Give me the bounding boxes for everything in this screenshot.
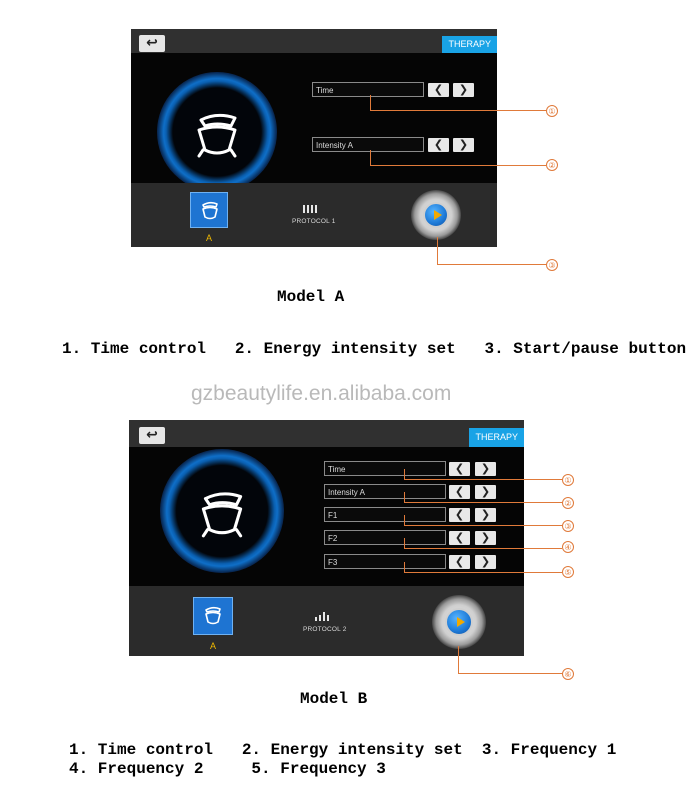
protocol-label[interactable]: PROTOCOL 1	[292, 218, 336, 225]
intensity-increase-button[interactable]: ❯	[475, 485, 496, 499]
callout-line	[370, 165, 546, 166]
time-decrease-button[interactable]: ❮	[449, 462, 470, 476]
callout-marker-1: ①	[546, 105, 558, 117]
start-pause-button[interactable]	[432, 595, 486, 649]
frequency-3-field[interactable]	[324, 554, 446, 569]
time-field-label: Time	[316, 86, 334, 95]
back-arrow-icon[interactable]: ↩	[139, 35, 165, 52]
intensity-field[interactable]	[312, 137, 424, 152]
model-b-legend-line-1: 1. Time control 2. Energy intensity set 3. Frequency 1	[69, 741, 617, 759]
protocol-bar	[315, 617, 317, 621]
frequency-2-increase-button[interactable]: ❯	[475, 531, 496, 545]
time-field[interactable]	[324, 461, 446, 476]
model-b-screen	[129, 420, 524, 656]
intensity-decrease-button[interactable]: ❮	[449, 485, 470, 499]
model-a-topbar	[131, 29, 497, 53]
protocol-bar	[327, 615, 329, 621]
model-b-topbar	[129, 420, 524, 447]
frequency-1-field[interactable]	[324, 507, 446, 522]
model-a-legend: 1. Time control 2. Energy intensity set 3. Start/pause button	[62, 340, 687, 358]
callout-line	[370, 95, 371, 111]
model-b-bottombar	[129, 586, 524, 656]
body-applicator-icon	[160, 449, 284, 573]
protocol-bar	[323, 612, 325, 621]
callout-line	[458, 673, 562, 674]
callout-marker-2: ②	[562, 497, 574, 509]
mode-a-button[interactable]	[190, 192, 228, 228]
model-b-legend-line-2: 4. Frequency 2 5. Frequency 3	[69, 760, 386, 778]
model-a-bottombar	[131, 183, 497, 247]
start-pause-button[interactable]	[411, 190, 461, 240]
body-applicator-icon	[197, 198, 223, 224]
callout-line	[404, 548, 562, 549]
frequency-3-increase-button[interactable]: ❯	[475, 555, 496, 569]
time-increase-button[interactable]: ❯	[475, 462, 496, 476]
callout-marker-3: ③	[562, 520, 574, 532]
callout-line	[404, 502, 562, 503]
time-increase-button[interactable]: ❯	[453, 83, 474, 97]
protocol-bar	[307, 205, 309, 213]
frequency-3-label: F3	[328, 558, 338, 567]
frequency-2-decrease-button[interactable]: ❮	[449, 531, 470, 545]
model-a-screen	[131, 29, 497, 247]
frequency-1-label: F1	[328, 511, 338, 520]
protocol-bar	[319, 615, 321, 621]
model-a-caption: Model A	[277, 288, 345, 306]
protocol-bar	[311, 205, 313, 213]
back-arrow-icon[interactable]: ↩	[139, 427, 165, 444]
therapy-tab[interactable]: THERAPY	[442, 36, 497, 53]
callout-marker-2: ②	[546, 159, 558, 171]
intensity-field-label: Intensity A	[328, 488, 365, 497]
protocol-label[interactable]: PROTOCOL 2	[303, 626, 347, 633]
treatment-icon-display	[160, 449, 284, 573]
treatment-icon-display	[157, 72, 277, 192]
time-field[interactable]	[312, 82, 424, 97]
body-applicator-icon	[157, 72, 277, 192]
therapy-tab[interactable]: THERAPY	[469, 428, 524, 447]
body-applicator-icon	[200, 603, 226, 629]
callout-line	[437, 264, 546, 265]
play-icon	[445, 608, 473, 636]
intensity-increase-button[interactable]: ❯	[453, 138, 474, 152]
time-field-label: Time	[328, 465, 346, 474]
play-icon	[423, 202, 449, 228]
callout-marker-4: ④	[562, 541, 574, 553]
callout-marker-3: ③	[546, 259, 558, 271]
mode-a-button[interactable]	[193, 597, 233, 635]
callout-line	[370, 110, 546, 111]
intensity-field[interactable]	[324, 484, 446, 499]
protocol-bars-icon	[315, 612, 329, 621]
protocol-bar	[315, 205, 317, 213]
watermark: gzbeautylife.en.alibaba.com	[191, 382, 452, 405]
callout-line	[437, 237, 438, 265]
frequency-3-decrease-button[interactable]: ❮	[449, 555, 470, 569]
callout-marker-6: ⑥	[562, 668, 574, 680]
mode-a-label: A	[210, 641, 217, 651]
frequency-1-decrease-button[interactable]: ❮	[449, 508, 470, 522]
time-decrease-button[interactable]: ❮	[428, 83, 449, 97]
frequency-1-increase-button[interactable]: ❯	[475, 508, 496, 522]
mode-a-label: A	[206, 233, 213, 243]
model-b-caption: Model B	[300, 690, 368, 708]
callout-line	[404, 525, 562, 526]
callout-marker-5: ⑤	[562, 566, 574, 578]
frequency-2-field[interactable]	[324, 530, 446, 545]
callout-marker-1: ①	[562, 474, 574, 486]
callout-line	[370, 150, 371, 166]
callout-line	[404, 479, 562, 480]
intensity-decrease-button[interactable]: ❮	[428, 138, 449, 152]
frequency-2-label: F2	[328, 534, 338, 543]
callout-line	[458, 646, 459, 674]
protocol-bar	[303, 205, 305, 213]
protocol-bars-icon	[303, 205, 317, 213]
callout-line	[404, 572, 562, 573]
intensity-field-label: Intensity A	[316, 141, 353, 150]
